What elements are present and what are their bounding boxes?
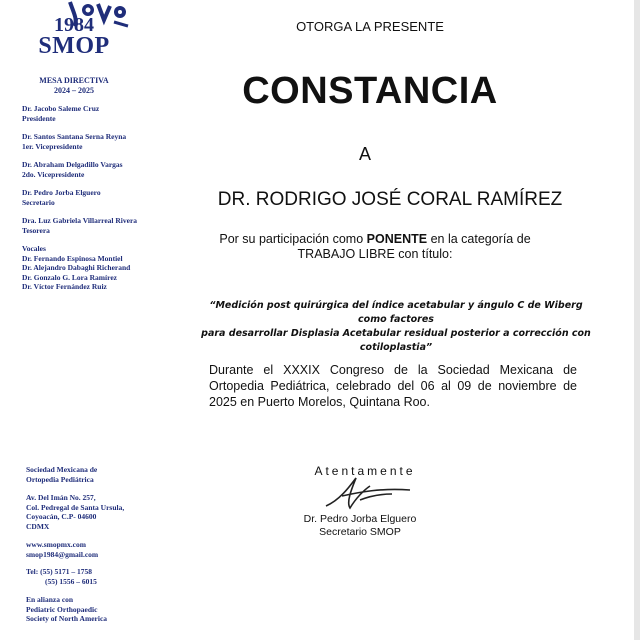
member-name: Dr. Jacobo Saleme Cruz xyxy=(22,104,100,113)
member-role: 2do. Vicepresidente xyxy=(22,169,85,179)
board-period: 2024 – 2025 xyxy=(54,86,94,95)
board-member xyxy=(22,132,148,151)
alliance-line: Pediatric Orthopaedic xyxy=(26,604,98,614)
society-name xyxy=(26,465,150,484)
sidebar xyxy=(0,0,150,640)
address-line: CDMX xyxy=(26,521,50,531)
alliance xyxy=(26,595,150,624)
board-member xyxy=(22,216,148,235)
signature-icon xyxy=(320,472,420,514)
closing-text: Atentamente xyxy=(314,464,416,478)
address xyxy=(26,493,150,531)
website-link[interactable]: www.smopmx.com xyxy=(26,540,86,549)
participation-role: PONENTE xyxy=(366,232,428,246)
alliance-line: Society of North America xyxy=(26,614,108,623)
phone-2: (55) 1556 – 6015 xyxy=(45,576,97,586)
vocales-list xyxy=(22,244,148,292)
participation-line-1 xyxy=(200,232,550,247)
address-line: Col. Pedregal de Santa Ursula, xyxy=(26,502,125,512)
board-member xyxy=(22,188,148,207)
web-contact xyxy=(26,540,150,559)
to-label: A xyxy=(358,144,371,164)
participation-line-2: TRABAJO LIBRE con título: xyxy=(297,247,453,261)
phone-1: Tel: (55) 5171 – 1758 xyxy=(26,567,92,576)
address-line: Coyoacán, C.P- 04600 xyxy=(26,512,97,521)
board-member xyxy=(22,104,148,123)
phones xyxy=(26,567,150,586)
society-line: Ortopedia Pediátrica xyxy=(26,474,94,484)
participation-post: en la categoría de xyxy=(427,232,531,246)
alliance-line: En alianza con xyxy=(26,595,74,604)
recipient-name: DR. RODRIGO JOSÉ CORAL RAMÍREZ xyxy=(217,189,563,210)
member-role: 1er. Vicepresidente xyxy=(22,141,83,151)
member-name: Dra. Luz Gabriela Villarreal Rivera xyxy=(22,216,138,225)
grant-text: OTORGA LA PRESENTE xyxy=(296,19,444,34)
member-name: Dr. Pedro Jorba Elguero xyxy=(22,188,101,197)
vocal-name: Dr. Fernando Espinosa Montiel xyxy=(22,253,123,263)
certificate-title: CONSTANCIA xyxy=(242,70,498,112)
vocal-name: Dr. Víctor Fernández Ruiz xyxy=(22,282,107,291)
signer xyxy=(280,513,440,539)
board-member xyxy=(22,160,148,179)
email-link[interactable]: smop1984@gmail.com xyxy=(26,549,99,559)
signer-name: Dr. Pedro Jorba Elguero xyxy=(303,513,417,525)
signer-role: Secretario SMOP xyxy=(319,526,401,538)
member-name: Dr. Santos Santana Serna Reyna xyxy=(22,132,127,141)
work-title-line: para desarrollar Displasia Acetabular residual posterior a corrección con cotiloplastia” xyxy=(201,328,591,353)
vocales-title: Vocales xyxy=(22,244,46,253)
logo-year: 1984 xyxy=(54,14,94,36)
page-edge xyxy=(634,0,640,640)
member-role: Tesorera xyxy=(22,225,50,235)
member-role: Presidente xyxy=(22,113,56,123)
work-title-line: “Medición post quirúrgica del índice acetabular y ángulo C de Wiberg como factores xyxy=(209,300,583,325)
participation-text xyxy=(200,232,550,262)
address-line: Av. Del Imán No. 257, xyxy=(26,493,96,502)
vocal-name: Dr. Gonzalo G. Lora Ramírez xyxy=(22,272,117,282)
member-name: Dr. Abraham Delgadillo Vargas xyxy=(22,160,123,169)
board-title: MESA DIRECTIVA xyxy=(39,76,109,85)
logo-org: SMOP xyxy=(38,33,110,59)
event-text: Durante el XXXIX Congreso de la Sociedad Mexicana de Ortopedia Pediátrica, celebrado del 06 al 09 de noviembre de 2025 en Puerto Morelos, Quintana Roo. xyxy=(209,363,577,409)
vocal-name: Dr. Alejandro Dabaghi Richerand xyxy=(22,263,131,272)
member-role: Secretario xyxy=(22,197,55,207)
society-line: Sociedad Mexicana de xyxy=(26,465,98,474)
participation-pre: Por su participación como xyxy=(219,232,367,246)
work-title xyxy=(196,299,596,355)
